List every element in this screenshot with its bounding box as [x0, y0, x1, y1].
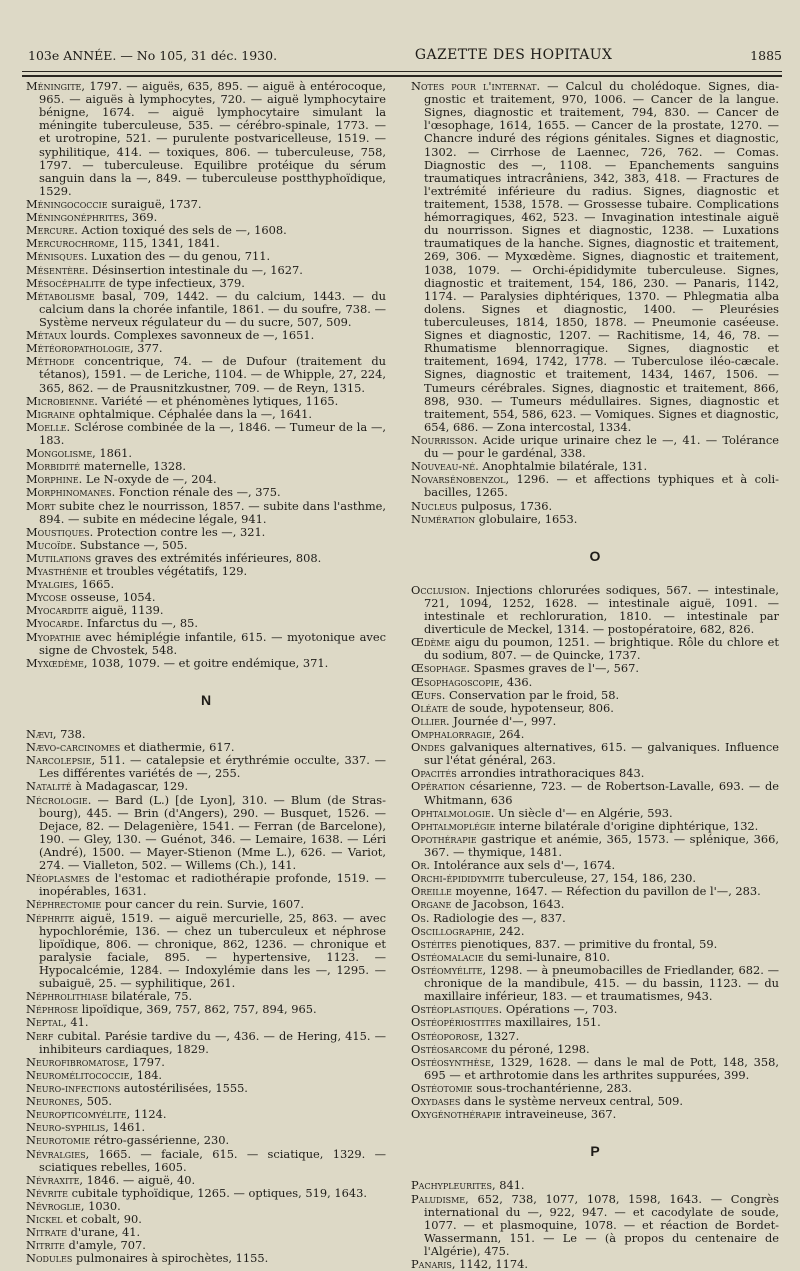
- entry-headword: Métaux: [26, 328, 67, 343]
- entry-text: . — Calcul du cholédoque. Signes, diagnostic et traitement, 970, 1006. — Cancer de la langue. Signes, diagnostic et traitement, 794, 830. — Cancer de l'œsophage, 1614, 1655. — Cancer de la prostate, 1270. — Chancre induré des régions génitales. Signes et diagnostic, 1302. — Cirrhose de Laennec, 726, 762. — Comas. Diagnostic des —, 1108. — Epanchements sanguins traumatiques intracrâniens, 342, 383, 418. — Fractures de l'extrémité inférieure du radius. Signes, diagnostic et traitement, 1538, 1578. — Grossesse tubaire. Complications hémorragiques, 462, 523. — Invagination intestinale aiguë du nourrisson. Signes et diagnostic, 1238. — Luxations traumatiques de la hanche. Signes, diagnostic et traitement, 269, 306. — Myxœdème. Signes, diagnostic et traitement, 1038, 1079. — Orchi-épididymite tuberculeuse. Signes, diagnostic et traitement, 154, 186, 230. — Panaris, 1142, 1174. — Paralysies diphtériques, 1370. — Phlegmatia alba dolens. Signes et diagnostic, 1400. — Pleurésies tuberculeuses, 1814, 1850, 1878. — Pneumonie caséeuse. Signes et diagnostic, 1207. — Rachitisme, 14, 46, 78. — Rhumatisme blennorragique. Signes, diagnostic et traitement, 1694, 1742, 1778. — Tuberculose iléo-cæcale. Signes, diagnostic et traitement, 1434, 1467, 1506. — Tumeurs cérébrales. Signes, diagnostic et traitement, 866, 898, 930. — Tumeurs médullaires. Signes, diagnostic et traitement, 554, 586, 623. — Vomiques. Signes et diagnostic, 654, 686. — Zona intercostal, 1334.: [424, 79, 779, 434]
- index-entry: [26, 1030, 386, 1056]
- entry-text: . Substance —, 505.: [72, 537, 188, 552]
- entry-text: interne bilatérale d'origine diphtérique, 132.: [495, 818, 759, 833]
- entry-headword: Oreille: [411, 884, 452, 899]
- entry-headword: Myocarde: [26, 616, 80, 631]
- entry-headword: Moustiques: [26, 524, 90, 539]
- entry-text: , 1797. — aiguës, 635, 895. — aiguë à entérocoque, 965. — aiguës à lymphocytes, 720. — aiguë lymphocytaire bénigne, 1674. — aiguë lymphocytaire simulant la méningite tuberculeuse, 535. — cérébro-spinale, 1773. — et urotropine, 521. — purulente postvaricelleuse, 1519. — syphilitique, 414. — toxiques, 806. — tuberculeuse, 758, 1797. — tuberculeuse. Equilibre protéique du sérum sanguin dans la —, 849. — tuberculeuse postthyphoïdique, 1529.: [39, 79, 386, 198]
- entry-text: . Spasmes graves de l'—, 567.: [466, 661, 639, 676]
- entry-headword: Omphalorragie: [411, 727, 492, 742]
- entry-headword: Névroglie: [26, 1198, 81, 1213]
- entry-headword: Mutilations: [26, 550, 92, 565]
- entry-text: . Anophtalmie bilatérale, 131.: [475, 459, 648, 474]
- entry-headword: Novarsénobenzol: [411, 472, 506, 487]
- entry-headword: Occlusion: [411, 582, 467, 597]
- entry-text: , 264.: [491, 727, 525, 742]
- entry-text: pienotiques, 837. — primitive du frontal, 59.: [456, 936, 718, 951]
- index-entry: [26, 500, 386, 526]
- entry-text: . Opérations —, 703.: [498, 1002, 618, 1017]
- entry-headword: Ostéopériostites: [411, 1015, 502, 1030]
- entry-headword: Nitrate: [26, 1225, 68, 1240]
- entry-headword: Ostéomyélite: [411, 962, 483, 977]
- index-entry: [26, 754, 386, 780]
- index-entry: [411, 513, 779, 526]
- entry-text: galvaniques alternatives, 615. — galvaniques. Influence sur l'état général, 263.: [424, 740, 779, 768]
- entry-text: , 115, 1341, 1841.: [114, 236, 220, 251]
- entry-text: gastrique et anémie, 365, 1573. — splénique, 366, 367. — thymique, 1481.: [424, 831, 779, 859]
- entry-text: sous-trochantérienne, 283.: [472, 1080, 632, 1095]
- entry-headword: Neurones: [26, 1094, 80, 1109]
- entry-headword: Ostéotomie: [411, 1080, 473, 1095]
- entry-text: . Conservation par le froid, 58.: [441, 687, 620, 702]
- entry-text: ophtalmique. Céphalée dans la —, 1641.: [75, 406, 312, 421]
- entry-text: rétro-gassérienne, 230.: [90, 1133, 230, 1148]
- journal-title: GAZETTE DES HOPITAUX: [414, 47, 613, 63]
- section-letter: N: [200, 691, 212, 708]
- entry-headword: Myocardite: [26, 603, 89, 618]
- entry-text: . Sclérose combinée de la —, 1846. — Tumeur de la —, 183.: [39, 419, 386, 447]
- entry-text: , 1124.: [126, 1107, 167, 1122]
- entry-headword: Panaris: [411, 1257, 452, 1271]
- entry-text: , 377.: [129, 341, 163, 356]
- entry-headword: Ostéoporose: [411, 1028, 480, 1043]
- entry-headword: Orchi-épididymite: [411, 871, 505, 886]
- entry-headword: Ménisques: [26, 249, 84, 264]
- entry-headword: Nourrisson: [411, 432, 474, 447]
- entry-headword: Nucleus: [411, 498, 458, 513]
- entry-text: . Injections chlorurées sodiques, 567. — intestinale, 721, 1094, 1252, 1628. — intestinale aiguë, 1091. — intestinale et rechloruration, 1810. — intestinale par diverticule de Meckel, 1314. — postopératoire, 682, 826.: [424, 582, 779, 637]
- entry-headword: Neuropticomyélite: [26, 1107, 127, 1122]
- index-entry: [411, 1056, 779, 1082]
- entry-text: osseuse, 1054.: [66, 590, 156, 605]
- entry-text: . Désinsertion intestinale du —, 1627.: [84, 262, 303, 277]
- index-entry: [411, 741, 779, 767]
- entry-headword: Nécrologie: [26, 792, 88, 807]
- page-number: 1885: [750, 47, 782, 63]
- entry-headword: Nævo-carcinomes: [26, 740, 121, 755]
- entry-text: , 1461.: [105, 1120, 146, 1135]
- entry-text: avec hémiplégie infantile, 615. — myotonique avec signe de Chvostek, 548.: [39, 629, 386, 657]
- entry-text: pulposus, 1736.: [457, 498, 553, 513]
- entry-text: césarienne, 723. — de Robertson-Lavalle, 693. — de Whitmann, 636: [424, 779, 779, 807]
- entry-text: , 1038, 1079. — et goitre endémique, 371.: [83, 655, 329, 670]
- entry-text: basal, 709, 1442. — du calcium, 1443. — du calcium dans la chorée infantile, 1861. — du soufre, 738. — Système nerveux régulateur du — du sucre, 507, 509.: [39, 288, 386, 329]
- entry-headword: Moelle: [26, 419, 67, 434]
- index-entry: [411, 1108, 779, 1121]
- entry-text: , 369.: [124, 210, 158, 225]
- entry-headword: Ostéoplastiques: [411, 1002, 499, 1017]
- entry-headword: Or: [411, 858, 427, 873]
- entry-headword: Névrite: [26, 1185, 68, 1200]
- index-entry: [26, 872, 386, 898]
- entry-text: . Radiologie des —, 837.: [425, 910, 566, 925]
- entry-headword: Nickel: [26, 1212, 63, 1227]
- entry-headword: Nodules: [26, 1251, 73, 1266]
- index-entry: [411, 636, 779, 662]
- entry-text: . Luxation des — du genou, 711.: [83, 249, 271, 264]
- entry-headword: Nævi: [26, 727, 53, 742]
- entry-headword: Néphrectomie: [26, 897, 102, 912]
- entry-headword: Ondes: [411, 740, 446, 755]
- section-letter: P: [590, 1143, 600, 1160]
- index-entry: [411, 80, 779, 434]
- index-entry: [26, 80, 386, 198]
- entry-headword: Néphrose: [26, 1002, 79, 1017]
- index-entry: [411, 434, 779, 460]
- entry-text: aigu du poumon, 1251. — brightique. Rôle du chlore et du sodium, 807. — de Quincke, 1737.: [424, 635, 779, 663]
- entry-text: , 1665. — faciale, 615. — sciatique, 1329. — sciatiques rebelles, 1605.: [39, 1146, 386, 1174]
- entry-text: maxillaires, 151.: [501, 1015, 601, 1030]
- entry-headword: Nerf: [26, 1028, 54, 1043]
- entry-text: , 738.: [52, 727, 86, 742]
- entry-text: d'urane, 41.: [67, 1225, 141, 1240]
- entry-headword: Œufs: [411, 687, 442, 702]
- entry-text: aiguë, 1139.: [88, 603, 164, 618]
- entry-headword: Notes pour l'internat: [411, 79, 537, 93]
- page-header: [28, 44, 782, 66]
- entry-text: . Journée d'—, 997.: [446, 713, 557, 728]
- entry-headword: Myxœdème: [26, 655, 84, 670]
- entry-text: de Jacobson, 1643.: [451, 897, 565, 912]
- entry-text: concentrique, 74. — de Dufour (traitement du tétanos), 1591. — de Leriche, 1104. — de Whipple, 27, 224, 365, 862. — de Prausnitzkustner, 709. — de Reyn, 1315.: [39, 354, 386, 395]
- entry-text: . Fonction rénale des —, 375.: [111, 485, 281, 500]
- entry-text: aiguë, 1519. — aiguë mercurielle, 25, 863. — avec hypochlorémie, 136. — chez un tuberculeux et néphrose lipoïdique, 806. — chronique, 862, 1236. — chronique et paralysie faciale, 895. — hypertensive, 1123. — Hypocalcémie, 1284. — Indoxylémie dans les —, 1295. — subaiguë, 25. — syphilitique, 261.: [39, 910, 386, 991]
- entry-headword: Néphrolithiase: [26, 989, 108, 1004]
- entry-text: et diathermie, 617.: [120, 740, 235, 755]
- entry-headword: Myalgies: [26, 577, 75, 592]
- entry-text: , 1142, 1174.: [451, 1257, 528, 1271]
- entry-headword: Néphrite: [26, 910, 75, 925]
- entry-headword: Nitrite: [26, 1238, 65, 1253]
- entry-text: autostérilisées, 1555.: [120, 1080, 248, 1095]
- entry-text: , 1329, 1628. — dans le mal de Pott, 148, 358, 695 — et arthrotomie dans les arthrites suppurées, 399.: [424, 1054, 779, 1082]
- entry-headword: Narcolepsie: [26, 753, 92, 768]
- entry-text: , 1861.: [92, 446, 133, 461]
- entry-text: intraveineuse, 367.: [501, 1107, 617, 1122]
- index-entry: [26, 290, 386, 329]
- entry-headword: Pachypleurites: [411, 1178, 492, 1193]
- entry-headword: Neuro-infections: [26, 1080, 121, 1095]
- section-letter: O: [589, 547, 601, 564]
- entry-text: . Protection contre les —, 321.: [89, 524, 266, 539]
- entry-text: , 184.: [129, 1067, 163, 1082]
- entry-text: de soude, hypotenseur, 806.: [448, 700, 614, 715]
- entry-headword: Mycose: [26, 590, 67, 605]
- entry-text: , 1296. — et affections typhiques et à colibacilles, 1265.: [424, 472, 779, 500]
- entry-text: subite chez le nourrisson, 1857. — subite dans l'asthme, 894. — subite en médecine légale, 941.: [39, 498, 386, 526]
- entry-headword: Mercurochrome: [26, 236, 115, 251]
- index-entry: [411, 473, 779, 499]
- index-entry: [411, 833, 779, 859]
- entry-headword: Paludisme: [411, 1191, 466, 1206]
- entry-headword: Méningococcie: [26, 196, 108, 211]
- left-index-column: [26, 79, 386, 1266]
- index-entry: [411, 1193, 779, 1259]
- entry-text: dans le système nerveux central, 509.: [460, 1094, 684, 1109]
- entry-text: , 841.: [491, 1178, 525, 1193]
- entry-text: . Variété — et phénomènes lytiques, 1165.: [94, 393, 339, 408]
- entry-text: à Madagascar, 129.: [71, 779, 189, 794]
- entry-headword: Morphine: [26, 472, 79, 487]
- entry-text: et cobalt, 90.: [62, 1212, 142, 1227]
- entry-text: . — Bard (L.) [de Lyon], 310. — Blum (de Strasbourg), 445. — Brin (d'Angers), 290. — Busquet, 1526. — Dejace, 82. — Delagenière, 1541. — Ferran (de Barcelone), 190. — Gley, 130. — Guénot, 346. — Lemaire, 1638. — Léri (André), 1500. — Mayer-Stienon (Mme L.), 626. — Variot, 274. — Vialleton, 502. — Willems (Ch.), 141.: [39, 792, 386, 873]
- entry-text: maternelle, 1328.: [80, 459, 186, 474]
- entry-headword: Œsophagoscopie: [411, 674, 500, 689]
- entry-headword: Oscillographie: [411, 923, 492, 938]
- entry-text: . Action toxiqué des sels de —, 1608.: [74, 223, 287, 238]
- index-entry: [26, 912, 386, 991]
- entry-headword: Névraxite: [26, 1172, 80, 1187]
- index-entry: [26, 355, 386, 394]
- entry-headword: Opération: [411, 779, 465, 794]
- entry-headword: Ophtalmoplégie: [411, 818, 496, 833]
- entry-headword: Ollier: [411, 713, 446, 728]
- index-entry: [26, 421, 386, 447]
- entry-headword: Myopathie: [26, 629, 81, 644]
- entry-headword: Mésentère: [26, 262, 85, 277]
- entry-text: , 242.: [491, 923, 525, 938]
- entry-text: du semi-lunaire, 810.: [483, 949, 611, 964]
- entry-headword: Morbidité: [26, 459, 81, 474]
- entry-headword: Oléate: [411, 700, 449, 715]
- entry-headword: Ostéites: [411, 936, 457, 951]
- entry-text: suraiguë, 1737.: [107, 196, 202, 211]
- issue-info: 103e ANNÉE. — No 105, 31 déc. 1930.: [28, 47, 278, 63]
- entry-headword: Œsophage: [411, 661, 467, 676]
- entry-text: . Intolérance aux sels d'—, 1674.: [426, 858, 616, 873]
- entry-headword: Mongolisme: [26, 446, 93, 461]
- entry-text: d'amyle, 707.: [64, 1238, 146, 1253]
- entry-text: arrondies intrathoraciques 843.: [456, 766, 645, 781]
- entry-headword: Méningite: [26, 79, 82, 93]
- index-entry: [26, 631, 386, 657]
- entry-text: , 41.: [63, 1015, 89, 1030]
- entry-text: , 1327.: [479, 1028, 520, 1043]
- right-index-column: [411, 79, 779, 1271]
- entry-headword: Ostéomalacie: [411, 949, 484, 964]
- entry-text: bilatérale, 75.: [107, 989, 193, 1004]
- entry-headword: Œdème: [411, 635, 451, 650]
- entry-headword: Neurotomie: [26, 1133, 91, 1148]
- index-entry: [26, 1252, 386, 1265]
- entry-headword: Méthode: [26, 354, 75, 369]
- entry-headword: Neuromélitococcie: [26, 1067, 130, 1082]
- entry-headword: Mucoïde: [26, 537, 73, 552]
- entry-text: pulmonaires à spirochètes, 1155.: [72, 1251, 269, 1266]
- entry-headword: Numération: [411, 511, 476, 526]
- entry-headword: Neurofibromatose: [26, 1054, 126, 1069]
- index-entry: [411, 780, 779, 806]
- entry-headword: Mort: [26, 498, 56, 513]
- entry-headword: Opothérapie: [411, 831, 477, 846]
- entry-text: cubitale typhoïdique, 1265. — optiques, 519, 1643.: [67, 1185, 367, 1200]
- entry-headword: Mésocéphalite: [26, 275, 106, 290]
- entry-text: de type infectieux, 379.: [105, 275, 245, 290]
- entry-text: graves des extrémités inférieures, 808.: [91, 550, 322, 565]
- entry-headword: Microbienne: [26, 393, 95, 408]
- entry-headword: Migraine: [26, 406, 76, 421]
- entry-headword: Mercure: [26, 223, 75, 238]
- entry-text: , 1030.: [80, 1198, 121, 1213]
- entry-text: , 1665.: [74, 577, 115, 592]
- index-entry: [411, 584, 779, 636]
- entry-headword: Oxygénothérapie: [411, 1107, 502, 1122]
- entry-text: . Infarctus du —, 85.: [79, 616, 198, 631]
- index-entry: [26, 794, 386, 873]
- header-rule: [22, 71, 782, 72]
- entry-headword: Métabolisme: [26, 288, 95, 303]
- entry-text: . Un siècle d'— en Algérie, 593.: [490, 805, 673, 820]
- entry-headword: Ostéosarcome: [411, 1041, 488, 1056]
- entry-text: cubital. Parésie tardive du —, 436. — de Hering, 415. — inhibiteurs cardiaques, 1829.: [39, 1028, 386, 1056]
- entry-headword: Néoplasmes: [26, 871, 90, 886]
- entry-headword: Neuro-syphilis: [26, 1120, 106, 1135]
- index-entry: [26, 1148, 386, 1174]
- entry-headword: Os: [411, 910, 426, 925]
- entry-headword: Oxydases: [411, 1094, 461, 1109]
- entry-headword: Névralgies: [26, 1146, 86, 1161]
- entry-text: . Acide urique urinaire chez le —, 41. — Tolérance du — pour le gardénal, 338.: [424, 432, 779, 461]
- entry-text: du péroné, 1298.: [487, 1041, 590, 1056]
- entry-text: , 1298. — à pneumobacilles de Friedlander, 682. — chronique de la mandibule, 415. — du bassin, 1123. — du maxillaire inférieur, 183. — et traumatismes, 943.: [424, 962, 779, 1004]
- entry-headword: Opacités: [411, 766, 457, 781]
- entry-headword: Myasthénie: [26, 564, 88, 579]
- entry-text: , 652, 738, 1077, 1078, 1598, 1643. — Congrès international du —, 922, 947. — et cacodylate de soude, 1077. — et plasmoquine, 1078. — et réaction de Bordet-Wassermann, 151. — Le — (à propos du centenaire de l'Algérie), 475.: [424, 1191, 779, 1258]
- entry-text: , 436.: [499, 674, 533, 689]
- entry-text: moyenne, 1647. — Réfection du pavillon de l'—, 283.: [451, 884, 761, 899]
- entry-headword: Nouveau-né: [411, 459, 476, 474]
- entry-text: lipoïdique, 369, 757, 862, 757, 894, 965.: [78, 1002, 317, 1017]
- entry-headword: Neptal: [26, 1015, 64, 1030]
- header-rule-double: [22, 75, 782, 77]
- entry-text: lourds. Complexes savonneux de —, 1651.: [66, 328, 315, 343]
- entry-text: pour cancer du rein. Survie, 1607.: [101, 897, 305, 912]
- entry-text: tuberculeuse, 27, 154, 186, 230.: [504, 871, 696, 886]
- entry-text: . Le N-oxyde de —, 204.: [78, 472, 217, 487]
- entry-headword: Météoropathologie: [26, 341, 130, 356]
- entry-text: , 1846. — aiguë, 40.: [79, 1172, 196, 1187]
- entry-text: de l'estomac et radiothérapie profonde, 1519. — inopérables, 1631.: [39, 871, 386, 899]
- entry-text: , 1797.: [125, 1054, 165, 1069]
- entry-headword: Ostéosynthèse: [411, 1054, 491, 1069]
- entry-headword: Ophtalmologie: [411, 805, 491, 820]
- entry-text: , 511. — catalepsie et érythrémie occulte, 337. — Les différentes variétés de —, 255.: [39, 753, 386, 781]
- index-entry: [26, 657, 386, 670]
- entry-text: , 505.: [79, 1094, 113, 1109]
- entry-headword: Organe: [411, 897, 452, 912]
- entry-headword: Morphinomanes: [26, 485, 112, 500]
- entry-text: globulaire, 1653.: [475, 511, 578, 526]
- index-entry: [411, 964, 779, 1003]
- entry-text: et troubles végétatifs, 129.: [87, 564, 248, 579]
- entry-headword: Natalité: [26, 779, 72, 794]
- entry-headword: Méningonéphrites: [26, 210, 125, 225]
- index-entry: [411, 1258, 779, 1271]
